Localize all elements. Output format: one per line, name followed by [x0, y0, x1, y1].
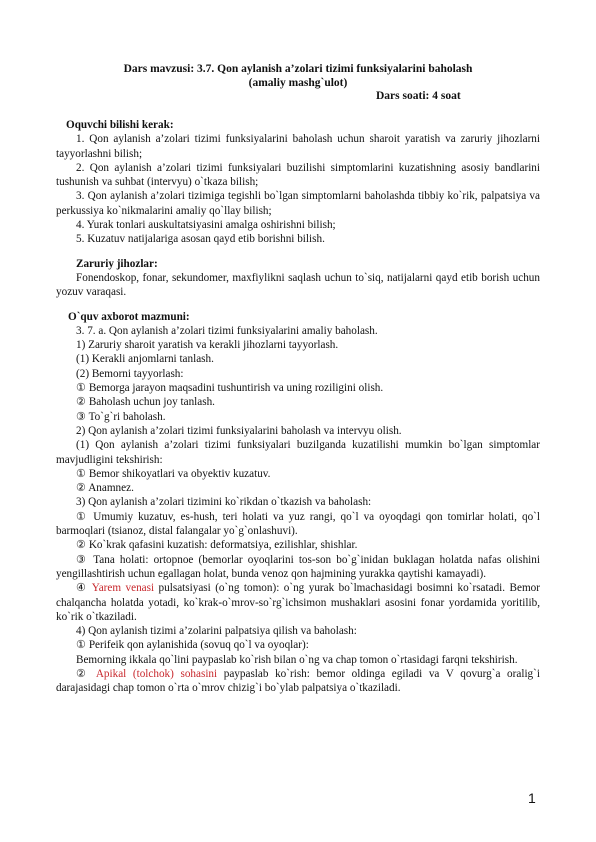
content-line: ① Umumiy kuzatuv, es-hush, teri holati va yuz rangi, qo`l va oyoqdagi qon tomirlar holati, qo`l barmoqlari (tsianoz, distal falangalar yo`g`onlashuvi). — [56, 510, 540, 538]
content-line: 1) Zaruriy sharoit yaratish va kerakli jihozlarni tayyorlash. — [76, 339, 339, 352]
section-heading-content: O`quv axborot mazmuni: — [68, 310, 190, 323]
list-item: 1. Qon aylanish a’zolari tizimi funksiyalarini baholash uchun sharoit yaratish va zaruriy jihozlarni tayyorlashni bilish; — [56, 133, 540, 160]
content-line: ③ Tana holati: ortopnoe (bemorlar oyoqlarini tos-son bo`g`inidan buklagan holatda nafas olishini yengillashtirish uchun egallagan holat, bunda venoz qon hajmining yurakka qaytishi kamayadi). — [56, 553, 540, 580]
highlighted-term: Yarem venasi — [91, 582, 155, 595]
list-number: ④ — [76, 582, 92, 595]
content-line: (2) Bemorni tayyorlash: — [76, 367, 184, 380]
highlighted-term: Apikal (tolchok) sohasini — [95, 667, 218, 680]
list-item: 5. Kuzatuv natijalariga asosan qayd etib borishni bilish. — [76, 233, 325, 246]
equipment-text: Fonendoskop, fonar, sekundomer, maxfiylikni saqlash uchun to`siq, natijalarni qayd etib borish uchun yozuv varaqasi. — [56, 271, 540, 299]
content-line: 3) Qon aylanish a’zolari tizimini ko`rikdan o`tkazish va baholash: — [76, 496, 372, 509]
content-line: (1) Kerakli anjomlarni tanlash. — [76, 353, 214, 366]
content-line: ① Bemorga jarayon maqsadini tushuntirish va uning roziligini olish. — [76, 382, 384, 395]
content-line: ① Bemor shikoyatlari va obyektiv kuzatuv. — [76, 467, 271, 480]
content-line — [56, 667, 540, 696]
content-line: ① Perifeik qon aylanishida (sovuq qo`l va oyoqlar): — [76, 639, 309, 652]
content-line: 4) Qon aylanish tizimi a’zolarini palpatsiya qilish va baholash: — [76, 625, 357, 638]
lesson-type: (amaliy mashg`ulot) — [248, 77, 348, 89]
content-line: ② Anamnez. — [76, 482, 134, 495]
lesson-hours: Dars soati: 4 soat — [376, 90, 461, 102]
document-body — [56, 118, 540, 696]
list-item: 3. Qon aylanish a’zolari tizimiga tegishli bo`lgan simptomlarni baholashda tibbiy ko`rik, palpatsiya va perkussiya ko`nikmalarini amaliy qo`llay bilish; — [56, 190, 540, 217]
line-text: pulsatsiyasi (o`ng tomon): o`ng yurak bo`lmachasidagi bosimni ko`rsatadi. Bemor chalqancha holatda yotadi, ko`krak-o`mrov-so`rg`ichsimon mushaklari asosini fonar yordamida yoritilib, ko`rik o`tkaziladi. — [56, 582, 540, 623]
content-line: 3. 7. a. Qon aylanish a’zolari tizimi funksiyalarini amaliy baholash. — [76, 324, 378, 337]
content-line: ③ To`g`ri baholash. — [76, 410, 166, 423]
lesson-title: Dars mavzusi: 3.7. Qon aylanish a’zolari tizimi funksiyalarini baholash — [123, 63, 473, 75]
content-line: 2) Qon aylanish a’zolari tizimi funksiyalarini baholash va intervyu olish. — [76, 424, 402, 437]
section-heading-equipment: Zaruriy jihozlar: — [76, 257, 158, 270]
content-line: ② Baholash uchun joy tanlash. — [76, 396, 215, 409]
line-text: paypaslab ko`rish: bemor oldinga egiladi va V qovurg`a oralig`i darajasidagi chap tomon o`rta o`mrov chizig`i bo`ylab palpatsiya o`tkaziladi. — [56, 667, 540, 695]
content-line: Bemorning ikkala qo`lini paypaslab ko`rish bilan o`ng va chap tomon o`rtasidagi farqni tekshirish. — [76, 653, 518, 666]
list-number: ② — [76, 667, 96, 680]
content-line: (1) Qon aylanish a’zolari tizimi funksiyalari buzilganda kuzatilishi mumkin bo`lgan simptomlar mavjudligini tekshirish: — [56, 439, 540, 466]
content-line: ② Ko`krak qafasini kuzatish: deformatsiya, ezilishlar, shishlar. — [76, 539, 358, 552]
section-heading-knowledge: Oquvchi bilishi kerak: — [66, 119, 174, 131]
list-item: 2. Qon aylanish a’zolari tizimi funksiyalari buzilishi simptomlarini kuzatishning asosiy bandlarini tushunish va suhbat (intervyu) o`tkaza bilish; — [56, 161, 540, 189]
list-item: 4. Yurak tonlari auskultatsiyasini amalga oshirishni bilish; — [76, 219, 336, 232]
page-number: 1 — [528, 790, 536, 806]
content-line — [56, 581, 540, 624]
